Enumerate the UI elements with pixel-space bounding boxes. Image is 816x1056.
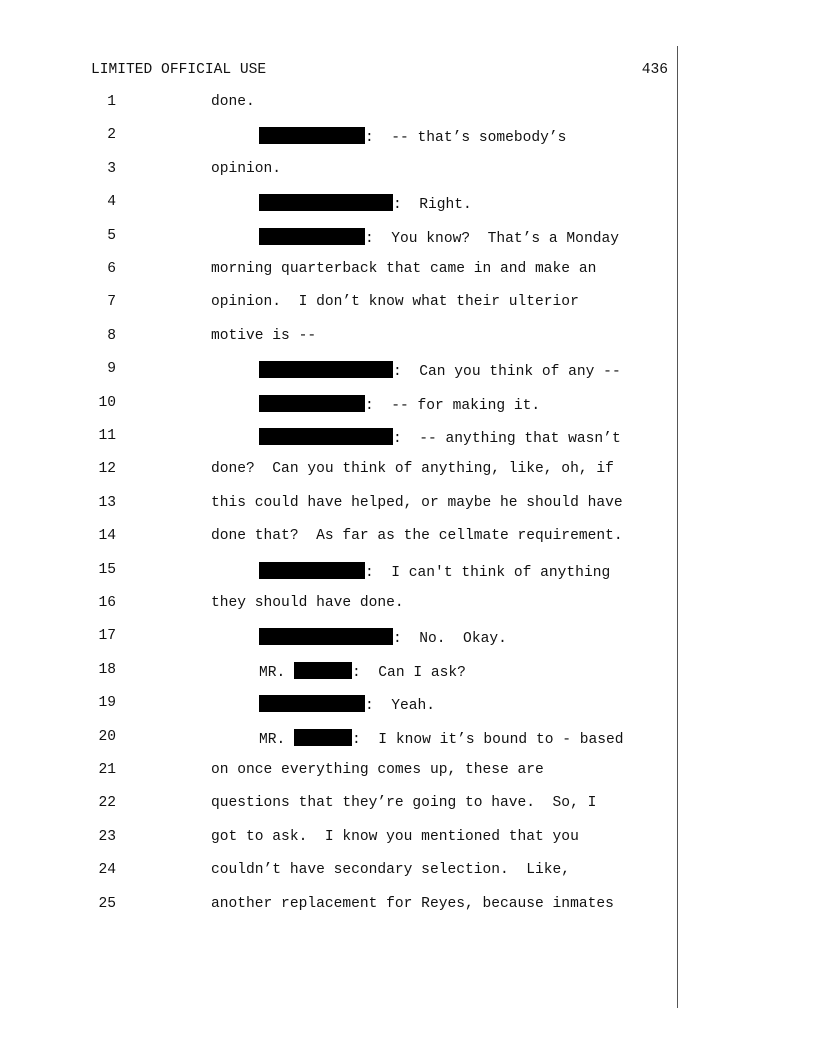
line-text: [259, 695, 435, 714]
transcript-line: [0, 528, 816, 548]
line-number: 18: [98, 661, 116, 678]
line-number: 2: [107, 127, 116, 144]
spoken-text: : Yeah.: [365, 698, 436, 715]
redaction-box: [259, 194, 393, 211]
line-text: [211, 261, 596, 277]
transcript-line: [0, 361, 816, 381]
line-number: 12: [98, 461, 116, 478]
line-number: 23: [98, 828, 116, 845]
line-number: 3: [107, 160, 116, 177]
line-number: 6: [107, 261, 116, 277]
redaction-box: [259, 562, 365, 579]
line-text: [211, 896, 614, 912]
line-text: [211, 762, 544, 778]
transcript-line: [0, 762, 816, 782]
page-number: 436: [641, 62, 668, 78]
spoken-text: morning quarterback that came in and make an: [211, 261, 597, 277]
spoken-text: : No. Okay.: [393, 631, 507, 648]
spoken-text: another replacement for Reyes, because inmates: [211, 895, 614, 912]
line-text: [259, 662, 466, 681]
spoken-text: couldn’t have secondary selection. Like,: [211, 862, 571, 879]
line-text: [211, 461, 614, 477]
line-number: 21: [98, 762, 116, 778]
line-text: [259, 428, 621, 447]
classification-header: LIMITED OFFICIAL USE: [91, 62, 267, 78]
line-text: [211, 528, 623, 544]
spoken-text: : -- that’s somebody’s: [365, 130, 567, 147]
redaction-box: [259, 428, 393, 445]
line-text: [259, 127, 566, 146]
redaction-box: [294, 729, 352, 746]
redaction-box: [259, 127, 365, 144]
line-number: 9: [107, 361, 116, 378]
redaction-box: [259, 695, 365, 712]
transcript-line: [0, 795, 816, 815]
spoken-text: : Right.: [393, 197, 472, 214]
line-number: 11: [98, 428, 116, 444]
redaction-box: [294, 662, 352, 679]
line-number: 10: [98, 394, 116, 411]
transcript-line: [0, 595, 816, 615]
transcript-line: [0, 428, 816, 448]
transcript-line: [0, 94, 816, 114]
spoken-text: this could have helped, or maybe he should have: [211, 494, 623, 511]
transcript-line: [0, 695, 816, 715]
spoken-text: : You know? That’s a Monday: [365, 230, 619, 247]
line-text: [259, 361, 621, 380]
speaker-title: MR.: [259, 664, 295, 681]
transcript-line: [0, 829, 816, 849]
transcript-line: [0, 261, 816, 281]
line-text: [259, 729, 624, 748]
spoken-text: motive is --: [211, 327, 317, 344]
line-text: [211, 829, 579, 845]
redaction-box: [259, 628, 393, 645]
spoken-text: questions that they’re going to have. So, I: [211, 795, 597, 812]
line-number: 17: [98, 628, 116, 645]
spoken-text: : Can you think of any --: [393, 364, 621, 381]
line-text: [259, 395, 540, 414]
spoken-text: : -- for making it.: [365, 397, 541, 414]
line-text: [259, 194, 472, 213]
transcript-line: [0, 328, 816, 348]
spoken-text: : I can't think of anything: [365, 564, 611, 581]
line-text: [259, 562, 610, 581]
transcript-line: [0, 662, 816, 682]
spoken-text: done that? As far as the cellmate requirement.: [211, 528, 623, 545]
transcript-line: [0, 194, 816, 214]
line-text: [211, 495, 623, 511]
spoken-text: : -- anything that wasn’t: [393, 431, 621, 447]
transcript-line: [0, 562, 816, 582]
line-number: 4: [107, 194, 116, 211]
line-text: [259, 228, 619, 247]
line-text: [211, 294, 579, 310]
transcript-line: [0, 495, 816, 515]
line-number: 19: [98, 695, 116, 712]
line-text: [211, 94, 255, 110]
redaction-box: [259, 228, 365, 245]
line-number: 25: [98, 895, 116, 912]
line-number: 13: [98, 494, 116, 511]
spoken-text: : I know it’s bound to - based: [352, 731, 624, 748]
transcript-line: [0, 127, 816, 147]
spoken-text: they should have done.: [211, 595, 404, 611]
line-number: 8: [107, 327, 116, 344]
transcript-line: [0, 161, 816, 181]
speaker-title: MR.: [259, 731, 295, 748]
line-text: [211, 862, 570, 878]
spoken-text: done? Can you think of anything, like, oh, if: [211, 461, 614, 478]
spoken-text: : Can I ask?: [352, 664, 466, 681]
transcript-line: [0, 628, 816, 648]
transcript-line: [0, 729, 816, 749]
transcript-line: [0, 228, 816, 248]
spoken-text: got to ask. I know you mentioned that you: [211, 828, 579, 845]
line-number: 7: [107, 294, 116, 311]
spoken-text: on once everything comes up, these are: [211, 762, 544, 778]
spoken-text: done.: [211, 94, 255, 110]
redaction-box: [259, 361, 393, 378]
transcript-line: [0, 896, 816, 916]
line-number: 14: [98, 528, 116, 545]
line-text: [211, 328, 316, 344]
line-number: 15: [98, 561, 116, 578]
line-text: [211, 595, 404, 611]
spoken-text: opinion.: [211, 160, 282, 177]
line-text: [211, 795, 596, 811]
line-number: 1: [107, 94, 116, 110]
line-number: 24: [98, 862, 116, 879]
line-number: 20: [98, 728, 116, 745]
transcript-line: [0, 862, 816, 882]
transcript-line: [0, 294, 816, 314]
line-text: [259, 628, 507, 647]
spoken-text: opinion. I don’t know what their ulterior: [211, 294, 579, 311]
transcript-line: [0, 461, 816, 481]
line-number: 16: [98, 595, 116, 611]
line-number: 5: [107, 227, 116, 244]
line-text: [211, 161, 281, 177]
redaction-box: [259, 395, 365, 412]
transcript-line: [0, 395, 816, 415]
line-number: 22: [98, 795, 116, 812]
